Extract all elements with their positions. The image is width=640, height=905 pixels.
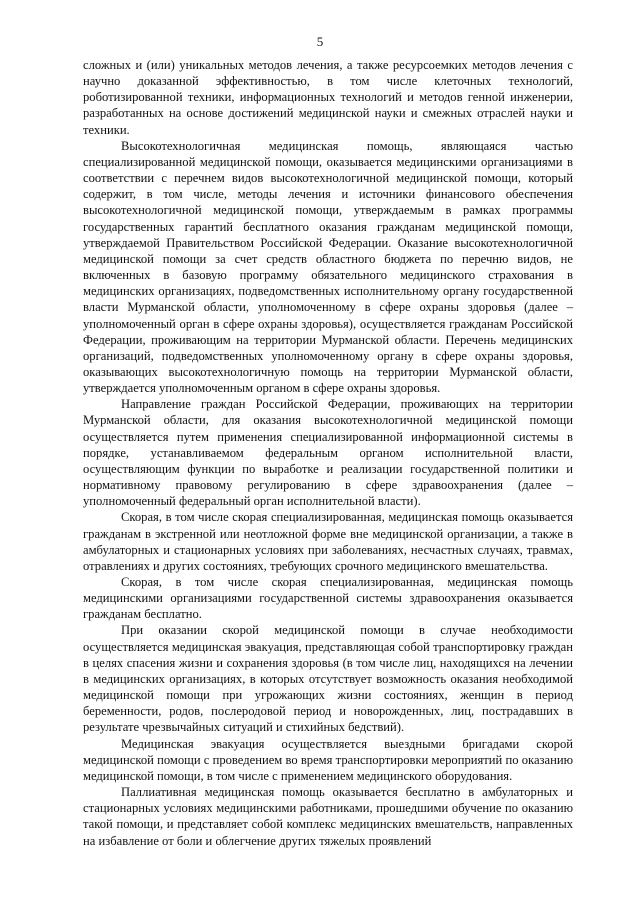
document-body [83,57,573,849]
paragraph-palliative-care: Паллиативная медицинская помощь оказывается бесплатно в амбулаторных и стационарных условиях медицинскими работниками, прошедшими обучение по оказанию такой помощи, и представляет собой комплекс медицинских вмешательств, направленных на избавление от боли и облегчение других тяжелых проявлений [83,785,573,848]
paragraph-evacuation-teams: Медицинская эвакуация осуществляется выездными бригадами скорой медицинской помощи с проведением во время транспортировки мероприятий по оказанию медицинской помощи, в том числе с применением медицинского оборудования. [83,736,573,783]
page-number: 5 [316,34,324,49]
paragraph-emergency-care: Скорая, в том числе скорая специализированная, медицинская помощь оказывается гражданам в экстренной или неотложной форме вне медицинской организации, а также в амбулаторных и стационарных условиях при заболеваниях, несчастных случаях, травмах, отравлениях и других состояниях, требующих срочного медицинского вмешательства. [83,510,573,573]
paragraph-high-tech-care: Высокотехнологичная медицинская помощь, являющаяся частью специализированной медицинской помощи, оказывается медицинскими организациями в соответствии с перечнем видов высокотехнологичной медицинской помощи, который содержит, в том числе, методы лечения и источники финансового обеспечения высокотехнологичной медицинской помощи, утверждаемым в рамках программы государственных гарантий бесплатного оказания гражданам медицинской помощи, утверждаемой Правительством Российской Федерации. Оказание высокотехнологичной медицинской помощи за счет средств областного бюджета по перечню видов, не включенных в базовую программу обязательного медицинского страхования в медицинских организациях, подведомственных исполнительному органу государственной власти Мурманской области, уполномоченному в сфере охраны здоровья (далее – уполномоченный орган в сфере охраны здоровья), осуществляется гражданам Российской Федерации, проживающим на территории Мурманской области. Перечень медицинских организаций, подведомственных уполномоченному органу в сфере охраны здоровья, оказывающих высокотехнологичную помощь на территории Мурманской области, утверждается уполномоченным органом в сфере охраны здоровья. [83,138,573,396]
paragraph-continuation: сложных и (или) уникальных методов лечения, а также ресурсоемких методов лечения с научно доказанной эффективностью, в том числе клеточных технологий, роботизированной техники, информационных технологий и методов генной инженерии, разработанных на основе достижений медицинской науки и смежных отраслей науки и техники. [83,58,573,137]
paragraph-evacuation: При оказании скорой медицинской помощи в случае необходимости осуществляется медицинская эвакуация, представляющая собой транспортировку граждан в целях спасения жизни и сохранения здоровья (в том числе лиц, находящихся на лечении в медицинских организациях, в которых отсутствует возможность оказания необходимой медицинской помощи при угрожающих жизни состояниях, женщин в период беременности, родов, послеродовой период и новорожденных, лиц, пострадавших в результате чрезвычайных ситуаций и стихийных бедствий). [83,623,573,735]
paragraph-emergency-free: Скорая, в том числе скорая специализированная, медицинская помощь медицинскими организациями государственной системы здравоохранения оказывается гражданам бесплатно. [83,575,573,622]
paragraph-referral: Направление граждан Российской Федерации, проживающих на территории Мурманской области, для оказания высокотехнологичной медицинской помощи осуществляется путем применения специализированной информационной системы в порядке, устанавливаемом федеральным органом исполнительной власти, осуществляющим функции по выработке и реализации государственной политики и нормативному правовому регулированию в сфере здравоохранения (далее – уполномоченный федеральный орган исполнительной власти). [83,397,573,509]
